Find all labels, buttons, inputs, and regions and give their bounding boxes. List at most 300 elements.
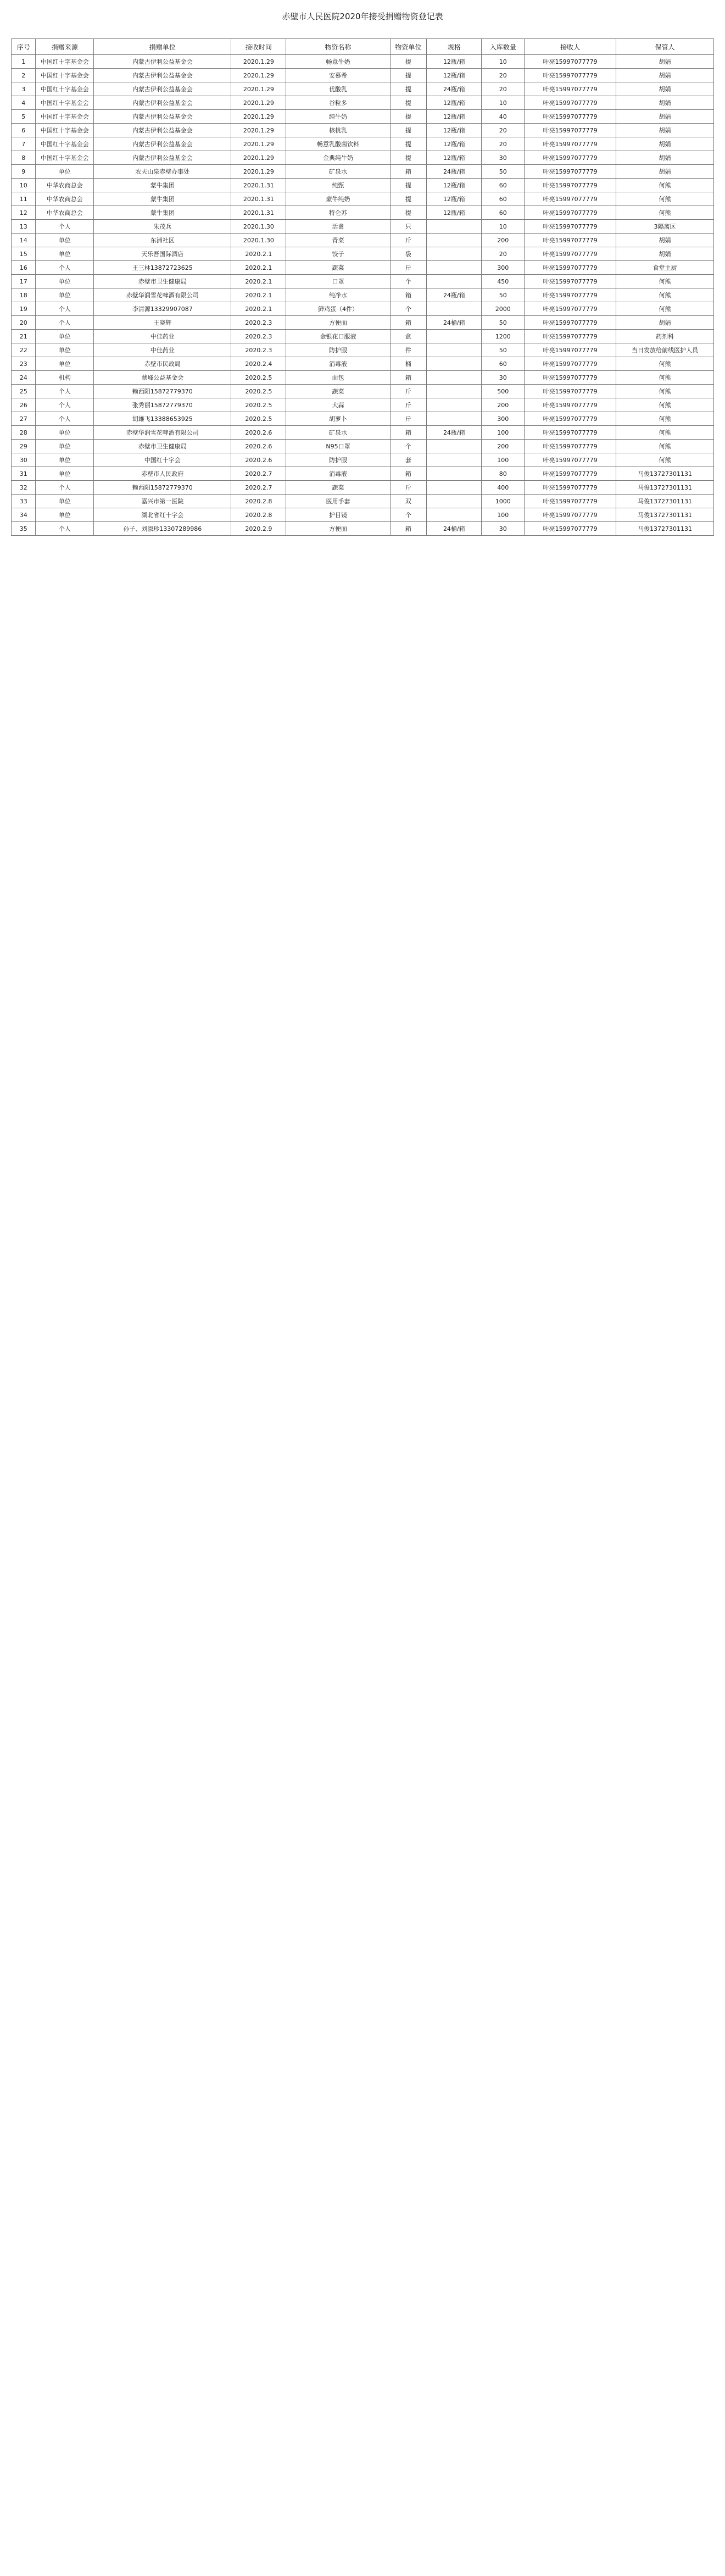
cell-keeper: 何熊 bbox=[616, 426, 714, 440]
cell-date: 2020.2.8 bbox=[231, 508, 286, 522]
cell-donor: 孙子、刘淑珍13307289986 bbox=[94, 522, 231, 536]
cell-unit: 双 bbox=[390, 495, 427, 508]
col-header-receiver: 接收人 bbox=[525, 39, 616, 55]
cell-source: 个人 bbox=[36, 220, 94, 234]
cell-receiver: 叶亮15997077779 bbox=[525, 426, 616, 440]
cell-keeper: 何熊 bbox=[616, 412, 714, 426]
cell-donor: 内蒙古伊利公益基金会 bbox=[94, 96, 231, 110]
cell-date: 2020.2.5 bbox=[231, 371, 286, 385]
cell-source: 单位 bbox=[36, 357, 94, 371]
cell-donor: 嘉兴市第一医院 bbox=[94, 495, 231, 508]
cell-date: 2020.2.6 bbox=[231, 440, 286, 453]
cell-receiver: 叶亮15997077779 bbox=[525, 234, 616, 247]
cell-item: N95口罩 bbox=[286, 440, 390, 453]
cell-quantity: 60 bbox=[482, 357, 525, 371]
cell-item: 青菜 bbox=[286, 234, 390, 247]
cell-item: 口罩 bbox=[286, 275, 390, 288]
cell-source: 中华农商总会 bbox=[36, 206, 94, 220]
cell-item: 蔬菜 bbox=[286, 481, 390, 495]
cell-keeper: 何熊 bbox=[616, 440, 714, 453]
cell-date: 2020.1.29 bbox=[231, 165, 286, 179]
cell-unit: 袋 bbox=[390, 247, 427, 261]
cell-item: 特仑苏 bbox=[286, 206, 390, 220]
cell-spec bbox=[427, 234, 482, 247]
cell-spec: 12瓶/箱 bbox=[427, 69, 482, 82]
cell-spec bbox=[427, 385, 482, 398]
cell-source: 中国红十字基金会 bbox=[36, 151, 94, 165]
cell-source: 个人 bbox=[36, 261, 94, 275]
cell-quantity: 20 bbox=[482, 247, 525, 261]
cell-date: 2020.1.31 bbox=[231, 179, 286, 192]
cell-spec bbox=[427, 220, 482, 234]
cell-unit: 个 bbox=[390, 302, 427, 316]
cell-quantity: 40 bbox=[482, 110, 525, 124]
cell-keeper: 何熊 bbox=[616, 453, 714, 467]
cell-keeper: 何熊 bbox=[616, 179, 714, 192]
cell-spec: 24瓶/箱 bbox=[427, 288, 482, 302]
cell-source: 单位 bbox=[36, 426, 94, 440]
cell-index: 4 bbox=[12, 96, 36, 110]
cell-receiver: 叶亮15997077779 bbox=[525, 453, 616, 467]
cell-donor: 内蒙古伊利公益基金会 bbox=[94, 69, 231, 82]
cell-spec bbox=[427, 481, 482, 495]
cell-receiver: 叶亮15997077779 bbox=[525, 96, 616, 110]
cell-quantity: 60 bbox=[482, 206, 525, 220]
cell-receiver: 叶亮15997077779 bbox=[525, 371, 616, 385]
cell-index: 8 bbox=[12, 151, 36, 165]
cell-index: 31 bbox=[12, 467, 36, 481]
cell-keeper: 胡娟 bbox=[616, 316, 714, 330]
cell-keeper: 何熊 bbox=[616, 385, 714, 398]
cell-unit: 提 bbox=[390, 137, 427, 151]
cell-donor: 蒙牛集团 bbox=[94, 192, 231, 206]
cell-quantity: 200 bbox=[482, 398, 525, 412]
cell-item: 纯净水 bbox=[286, 288, 390, 302]
cell-source: 单位 bbox=[36, 247, 94, 261]
cell-source: 单位 bbox=[36, 165, 94, 179]
cell-item: 护目镜 bbox=[286, 508, 390, 522]
cell-index: 28 bbox=[12, 426, 36, 440]
cell-unit: 盒 bbox=[390, 330, 427, 343]
cell-item: 矿泉水 bbox=[286, 426, 390, 440]
cell-quantity: 2000 bbox=[482, 302, 525, 316]
cell-date: 2020.2.9 bbox=[231, 522, 286, 536]
cell-keeper: 胡娟 bbox=[616, 124, 714, 137]
cell-receiver: 叶亮15997077779 bbox=[525, 481, 616, 495]
cell-donor: 内蒙古伊利公益基金会 bbox=[94, 137, 231, 151]
cell-unit: 箱 bbox=[390, 467, 427, 481]
table-row bbox=[12, 165, 714, 179]
cell-unit: 只 bbox=[390, 220, 427, 234]
cell-donor: 湖北省红十字会 bbox=[94, 508, 231, 522]
cell-source: 中国红十字基金会 bbox=[36, 55, 94, 69]
cell-receiver: 叶亮15997077779 bbox=[525, 385, 616, 398]
cell-item: 畅意牛奶 bbox=[286, 55, 390, 69]
cell-item: 蔬菜 bbox=[286, 261, 390, 275]
cell-source: 个人 bbox=[36, 398, 94, 412]
cell-item: 鲜鸡蛋（4件） bbox=[286, 302, 390, 316]
cell-donor: 赖西阳15872779370 bbox=[94, 481, 231, 495]
cell-donor: 赤壁市卫生健康局 bbox=[94, 440, 231, 453]
cell-date: 2020.1.31 bbox=[231, 192, 286, 206]
cell-spec: 12瓶/箱 bbox=[427, 96, 482, 110]
cell-spec bbox=[427, 357, 482, 371]
cell-index: 7 bbox=[12, 137, 36, 151]
cell-quantity: 200 bbox=[482, 234, 525, 247]
table-row bbox=[12, 179, 714, 192]
cell-unit: 提 bbox=[390, 69, 427, 82]
table-row bbox=[12, 192, 714, 206]
cell-receiver: 叶亮15997077779 bbox=[525, 55, 616, 69]
cell-item: 金银花口服液 bbox=[286, 330, 390, 343]
cell-item: 胡萝卜 bbox=[286, 412, 390, 426]
cell-quantity: 30 bbox=[482, 522, 525, 536]
cell-receiver: 叶亮15997077779 bbox=[525, 192, 616, 206]
cell-date: 2020.2.1 bbox=[231, 302, 286, 316]
cell-quantity: 50 bbox=[482, 165, 525, 179]
cell-quantity: 60 bbox=[482, 192, 525, 206]
cell-receiver: 叶亮15997077779 bbox=[525, 302, 616, 316]
cell-index: 17 bbox=[12, 275, 36, 288]
cell-unit: 个 bbox=[390, 440, 427, 453]
cell-date: 2020.2.5 bbox=[231, 385, 286, 398]
cell-unit: 箱 bbox=[390, 165, 427, 179]
cell-date: 2020.1.29 bbox=[231, 69, 286, 82]
cell-spec bbox=[427, 508, 482, 522]
cell-keeper: 胡娟 bbox=[616, 247, 714, 261]
cell-unit: 提 bbox=[390, 82, 427, 96]
cell-keeper: 马俊13727301131 bbox=[616, 495, 714, 508]
cell-date: 2020.1.29 bbox=[231, 110, 286, 124]
cell-item: 面包 bbox=[286, 371, 390, 385]
cell-quantity: 30 bbox=[482, 151, 525, 165]
cell-spec: 24瓶/箱 bbox=[427, 426, 482, 440]
cell-quantity: 80 bbox=[482, 467, 525, 481]
table-row bbox=[12, 371, 714, 385]
cell-index: 33 bbox=[12, 495, 36, 508]
col-header-unit: 物资单位 bbox=[390, 39, 427, 55]
cell-receiver: 叶亮15997077779 bbox=[525, 124, 616, 137]
table-row bbox=[12, 316, 714, 330]
table-header-row bbox=[12, 39, 714, 55]
cell-keeper: 胡娟 bbox=[616, 69, 714, 82]
table-row bbox=[12, 110, 714, 124]
cell-spec: 24桶/箱 bbox=[427, 522, 482, 536]
cell-date: 2020.2.1 bbox=[231, 261, 286, 275]
cell-index: 14 bbox=[12, 234, 36, 247]
cell-spec bbox=[427, 371, 482, 385]
cell-source: 单位 bbox=[36, 343, 94, 357]
cell-date: 2020.1.29 bbox=[231, 82, 286, 96]
cell-quantity: 100 bbox=[482, 453, 525, 467]
cell-quantity: 60 bbox=[482, 179, 525, 192]
donation-table bbox=[11, 38, 714, 536]
table-row bbox=[12, 247, 714, 261]
cell-quantity: 50 bbox=[482, 343, 525, 357]
cell-spec bbox=[427, 440, 482, 453]
cell-index: 16 bbox=[12, 261, 36, 275]
cell-quantity: 10 bbox=[482, 55, 525, 69]
cell-quantity: 200 bbox=[482, 440, 525, 453]
cell-keeper: 食堂主厨 bbox=[616, 261, 714, 275]
page-title: 赤壁市人民医院2020年接受捐赠物资登记表 bbox=[282, 12, 443, 21]
cell-keeper: 何熊 bbox=[616, 206, 714, 220]
cell-keeper: 胡娟 bbox=[616, 110, 714, 124]
cell-date: 2020.2.3 bbox=[231, 343, 286, 357]
cell-quantity: 400 bbox=[482, 481, 525, 495]
cell-quantity: 50 bbox=[482, 316, 525, 330]
cell-keeper: 当日发放给前线医护人员 bbox=[616, 343, 714, 357]
cell-item: 纯牛奶 bbox=[286, 110, 390, 124]
cell-date: 2020.1.29 bbox=[231, 137, 286, 151]
table-row bbox=[12, 82, 714, 96]
cell-donor: 赤壁市卫生健康局 bbox=[94, 275, 231, 288]
cell-index: 34 bbox=[12, 508, 36, 522]
cell-source: 中国红十字基金会 bbox=[36, 137, 94, 151]
cell-donor: 赖西阳15872779370 bbox=[94, 385, 231, 398]
cell-receiver: 叶亮15997077779 bbox=[525, 495, 616, 508]
cell-item: 医用手套 bbox=[286, 495, 390, 508]
cell-date: 2020.1.29 bbox=[231, 96, 286, 110]
cell-spec bbox=[427, 495, 482, 508]
cell-keeper: 胡娟 bbox=[616, 96, 714, 110]
cell-keeper: 何熊 bbox=[616, 288, 714, 302]
cell-quantity: 20 bbox=[482, 124, 525, 137]
cell-unit: 提 bbox=[390, 206, 427, 220]
cell-quantity: 20 bbox=[482, 137, 525, 151]
cell-spec: 12瓶/箱 bbox=[427, 110, 482, 124]
cell-quantity: 20 bbox=[482, 69, 525, 82]
cell-quantity: 10 bbox=[482, 96, 525, 110]
cell-index: 24 bbox=[12, 371, 36, 385]
cell-date: 2020.2.6 bbox=[231, 453, 286, 467]
table-row bbox=[12, 220, 714, 234]
cell-index: 21 bbox=[12, 330, 36, 343]
cell-receiver: 叶亮15997077779 bbox=[525, 206, 616, 220]
cell-donor: 蒙牛集团 bbox=[94, 179, 231, 192]
cell-item: 纯甄 bbox=[286, 179, 390, 192]
col-header-keeper: 保管人 bbox=[616, 39, 714, 55]
cell-index: 23 bbox=[12, 357, 36, 371]
cell-unit: 提 bbox=[390, 151, 427, 165]
cell-item: 蒙牛纯奶 bbox=[286, 192, 390, 206]
cell-quantity: 300 bbox=[482, 261, 525, 275]
cell-receiver: 叶亮15997077779 bbox=[525, 261, 616, 275]
cell-item: 大蒜 bbox=[286, 398, 390, 412]
cell-index: 10 bbox=[12, 179, 36, 192]
table-row bbox=[12, 357, 714, 371]
table-row bbox=[12, 261, 714, 275]
cell-unit: 提 bbox=[390, 192, 427, 206]
cell-unit: 箱 bbox=[390, 426, 427, 440]
cell-keeper: 胡娟 bbox=[616, 151, 714, 165]
cell-date: 2020.2.5 bbox=[231, 412, 286, 426]
table-row bbox=[12, 330, 714, 343]
table-row bbox=[12, 440, 714, 453]
cell-source: 单位 bbox=[36, 467, 94, 481]
cell-index: 29 bbox=[12, 440, 36, 453]
cell-index: 2 bbox=[12, 69, 36, 82]
table-row bbox=[12, 151, 714, 165]
cell-spec: 12瓶/箱 bbox=[427, 206, 482, 220]
cell-source: 个人 bbox=[36, 412, 94, 426]
cell-unit: 提 bbox=[390, 179, 427, 192]
cell-spec: 24桶/箱 bbox=[427, 316, 482, 330]
col-header-index: 序号 bbox=[12, 39, 36, 55]
cell-date: 2020.2.7 bbox=[231, 481, 286, 495]
cell-spec: 12瓶/箱 bbox=[427, 124, 482, 137]
cell-donor: 内蒙古伊利公益基金会 bbox=[94, 110, 231, 124]
col-header-item: 物资名称 bbox=[286, 39, 390, 55]
cell-spec: 12瓶/箱 bbox=[427, 55, 482, 69]
cell-index: 32 bbox=[12, 481, 36, 495]
cell-receiver: 叶亮15997077779 bbox=[525, 508, 616, 522]
cell-quantity: 300 bbox=[482, 412, 525, 426]
cell-donor: 王三林13872723625 bbox=[94, 261, 231, 275]
cell-keeper: 马俊13727301131 bbox=[616, 508, 714, 522]
cell-source: 个人 bbox=[36, 481, 94, 495]
cell-quantity: 50 bbox=[482, 288, 525, 302]
cell-keeper: 3隔离区 bbox=[616, 220, 714, 234]
table-row bbox=[12, 234, 714, 247]
cell-unit: 斤 bbox=[390, 261, 427, 275]
cell-receiver: 叶亮15997077779 bbox=[525, 137, 616, 151]
page bbox=[0, 5, 725, 2576]
cell-unit: 个 bbox=[390, 508, 427, 522]
cell-unit: 箱 bbox=[390, 288, 427, 302]
cell-receiver: 叶亮15997077779 bbox=[525, 82, 616, 96]
cell-item: 安慕希 bbox=[286, 69, 390, 82]
cell-date: 2020.1.29 bbox=[231, 55, 286, 69]
cell-date: 2020.2.1 bbox=[231, 288, 286, 302]
cell-index: 22 bbox=[12, 343, 36, 357]
cell-source: 中华农商总会 bbox=[36, 179, 94, 192]
cell-source: 中华农商总会 bbox=[36, 192, 94, 206]
cell-unit: 件 bbox=[390, 343, 427, 357]
cell-receiver: 叶亮15997077779 bbox=[525, 440, 616, 453]
cell-date: 2020.1.31 bbox=[231, 206, 286, 220]
cell-receiver: 叶亮15997077779 bbox=[525, 220, 616, 234]
cell-receiver: 叶亮15997077779 bbox=[525, 179, 616, 192]
cell-item: 消毒液 bbox=[286, 357, 390, 371]
cell-item: 金典纯牛奶 bbox=[286, 151, 390, 165]
cell-donor: 蒙牛集团 bbox=[94, 206, 231, 220]
cell-donor: 王晓辉 bbox=[94, 316, 231, 330]
cell-source: 单位 bbox=[36, 275, 94, 288]
cell-source: 机构 bbox=[36, 371, 94, 385]
cell-source: 单位 bbox=[36, 440, 94, 453]
table-row bbox=[12, 398, 714, 412]
cell-index: 15 bbox=[12, 247, 36, 261]
cell-source: 单位 bbox=[36, 508, 94, 522]
cell-receiver: 叶亮15997077779 bbox=[525, 69, 616, 82]
cell-item: 蔬菜 bbox=[286, 385, 390, 398]
table-row bbox=[12, 137, 714, 151]
col-header-donor: 捐赠单位 bbox=[94, 39, 231, 55]
cell-spec bbox=[427, 343, 482, 357]
cell-source: 个人 bbox=[36, 302, 94, 316]
cell-date: 2020.2.6 bbox=[231, 426, 286, 440]
cell-keeper: 药剂科 bbox=[616, 330, 714, 343]
cell-donor: 赤壁市人民政府 bbox=[94, 467, 231, 481]
cell-donor: 赤壁市民政局 bbox=[94, 357, 231, 371]
cell-spec bbox=[427, 453, 482, 467]
cell-item: 活禽 bbox=[286, 220, 390, 234]
table-row bbox=[12, 343, 714, 357]
cell-keeper: 胡娟 bbox=[616, 165, 714, 179]
cell-item: 优酸乳 bbox=[286, 82, 390, 96]
cell-quantity: 500 bbox=[482, 385, 525, 398]
cell-source: 单位 bbox=[36, 288, 94, 302]
cell-receiver: 叶亮15997077779 bbox=[525, 343, 616, 357]
table-row bbox=[12, 481, 714, 495]
cell-date: 2020.2.3 bbox=[231, 316, 286, 330]
cell-index: 26 bbox=[12, 398, 36, 412]
cell-donor: 赤壁华润雪花啤酒有限公司 bbox=[94, 426, 231, 440]
cell-index: 35 bbox=[12, 522, 36, 536]
cell-date: 2020.2.5 bbox=[231, 398, 286, 412]
cell-quantity: 20 bbox=[482, 82, 525, 96]
cell-spec bbox=[427, 261, 482, 275]
cell-keeper: 何熊 bbox=[616, 398, 714, 412]
cell-date: 2020.2.3 bbox=[231, 330, 286, 343]
table-row bbox=[12, 96, 714, 110]
cell-unit: 箱 bbox=[390, 522, 427, 536]
cell-quantity: 30 bbox=[482, 371, 525, 385]
col-header-spec: 规格 bbox=[427, 39, 482, 55]
cell-index: 6 bbox=[12, 124, 36, 137]
cell-index: 1 bbox=[12, 55, 36, 69]
cell-receiver: 叶亮15997077779 bbox=[525, 151, 616, 165]
cell-index: 27 bbox=[12, 412, 36, 426]
table-row bbox=[12, 426, 714, 440]
col-header-date: 接收时间 bbox=[231, 39, 286, 55]
cell-unit: 提 bbox=[390, 110, 427, 124]
cell-spec: 24瓶/箱 bbox=[427, 82, 482, 96]
cell-date: 2020.2.1 bbox=[231, 275, 286, 288]
cell-source: 个人 bbox=[36, 385, 94, 398]
cell-donor: 张秀丽15872779370 bbox=[94, 398, 231, 412]
cell-receiver: 叶亮15997077779 bbox=[525, 275, 616, 288]
cell-date: 2020.1.29 bbox=[231, 124, 286, 137]
cell-keeper: 胡娟 bbox=[616, 82, 714, 96]
cell-receiver: 叶亮15997077779 bbox=[525, 330, 616, 343]
cell-unit: 斤 bbox=[390, 398, 427, 412]
cell-keeper: 胡娟 bbox=[616, 234, 714, 247]
cell-item: 防护服 bbox=[286, 453, 390, 467]
cell-donor: 赤壁华润雪花啤酒有限公司 bbox=[94, 288, 231, 302]
cell-source: 单位 bbox=[36, 234, 94, 247]
cell-item: 矿泉水 bbox=[286, 165, 390, 179]
table-row bbox=[12, 385, 714, 398]
cell-date: 2020.2.8 bbox=[231, 495, 286, 508]
cell-donor: 东洲社区 bbox=[94, 234, 231, 247]
cell-donor: 内蒙古伊利公益基金会 bbox=[94, 82, 231, 96]
cell-source: 中国红十字基金会 bbox=[36, 69, 94, 82]
cell-unit: 提 bbox=[390, 55, 427, 69]
donation-table-wrapper bbox=[11, 38, 714, 536]
cell-spec bbox=[427, 412, 482, 426]
table-row bbox=[12, 508, 714, 522]
cell-source: 单位 bbox=[36, 495, 94, 508]
table-row bbox=[12, 453, 714, 467]
cell-spec bbox=[427, 302, 482, 316]
cell-item: 核桃乳 bbox=[286, 124, 390, 137]
cell-receiver: 叶亮15997077779 bbox=[525, 398, 616, 412]
cell-item: 谷粒多 bbox=[286, 96, 390, 110]
table-row bbox=[12, 69, 714, 82]
cell-source: 中国红十字基金会 bbox=[36, 110, 94, 124]
